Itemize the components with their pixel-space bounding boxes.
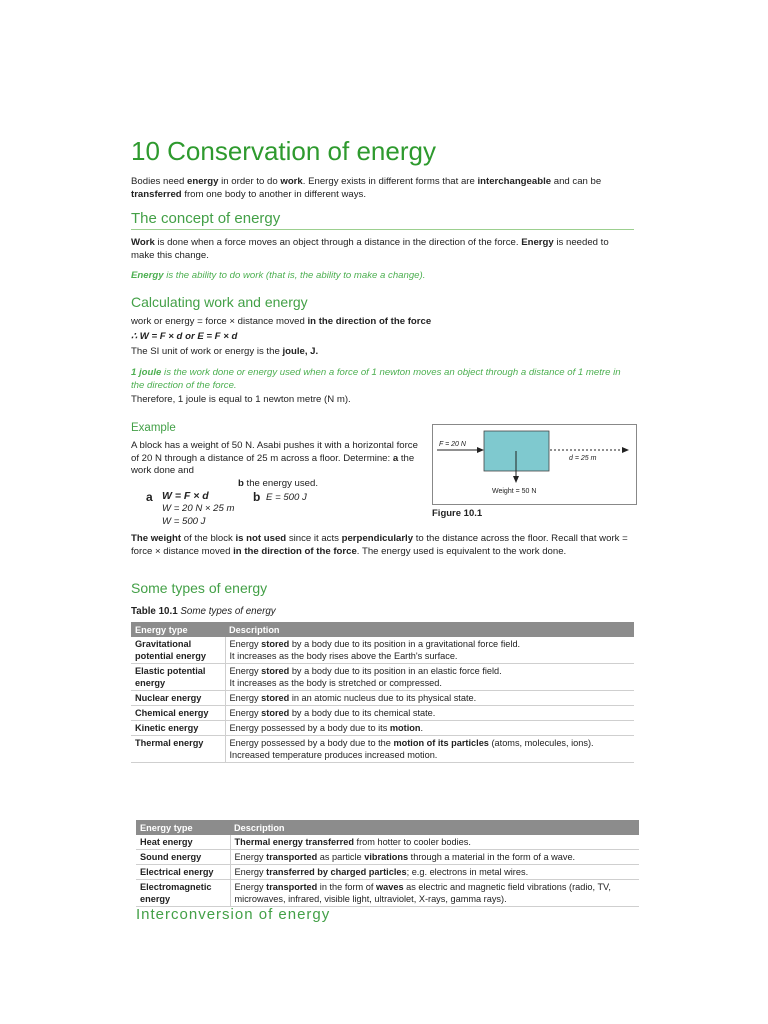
header-description: Description — [230, 820, 639, 835]
table-row — [136, 865, 639, 880]
header-energy-type: Energy type — [131, 622, 225, 637]
joule-definition: 1 joule is the work done or energy used when a force of 1 newton moves an object through a distance of 1 metre in the direction of the force. — [131, 367, 621, 391]
heading-types: Some types of energy — [131, 580, 268, 596]
figure-caption: Figure 10.1 — [432, 508, 483, 519]
table-row — [131, 706, 634, 721]
description-cell: Energy transported in the form of waves as electric and magnetic field vibrations (radio, TV, microwaves, infrared, visible light, ultraviolet, X-rays, gamma rays). — [230, 880, 639, 907]
distance-label: d = 25 m — [569, 455, 597, 462]
force-label: F = 20 N — [439, 441, 466, 448]
weight-note: The weight of the block is not used since it acts perpendicularly to the distance across the floor. Recall that work = force × distance moved in the direction of the force. The energy used is equivalent to the work done. — [131, 533, 628, 557]
energy-types-table — [131, 622, 634, 763]
header-energy-type: Energy type — [136, 820, 230, 835]
force-arrowhead — [477, 447, 484, 453]
energy-type-cell: Electrical energy — [136, 865, 230, 880]
distance-arrowhead — [622, 447, 629, 453]
answer-a-step1: W = F × d — [162, 490, 209, 502]
intro-paragraph: Bodies need energy in order to do work. Energy exists in different forms that are interchangeable and can be transferred from one body to another in different ways. — [131, 176, 602, 200]
table-row — [136, 880, 639, 907]
description-cell: Energy transported as particle vibrations through a material in the form of a wave. — [230, 850, 639, 865]
answer-a-label: a — [146, 490, 153, 504]
energy-type-cell: Electromagnetic energy — [136, 880, 230, 907]
work-equation: ∴ W = F × d or E = F × d — [131, 331, 238, 342]
energy-type-cell: Nuclear energy — [131, 691, 225, 706]
heading-example: Example — [131, 422, 176, 434]
work-formula-line: work or energy = force × distance moved in the direction of the force — [131, 316, 432, 327]
energy-type-cell: Gravitational potential energy — [131, 637, 225, 664]
energy-definition: Energy is the ability to do work (that is, the ability to make a change). — [131, 270, 426, 281]
chapter-title: 10 Conservation of energy — [131, 136, 436, 166]
weight-label: Weight = 50 N — [492, 488, 537, 495]
table-row — [136, 835, 639, 850]
heading-rule — [131, 229, 634, 230]
cutoff-heading: Interconversion of energy — [136, 906, 331, 923]
figure-diagram — [433, 425, 636, 504]
table-row — [131, 637, 634, 664]
description-cell: Thermal energy transferred from hotter to cooler bodies. — [230, 835, 639, 850]
table-header-row — [131, 622, 634, 637]
table-row — [131, 691, 634, 706]
heading-calculating: Calculating work and energy — [131, 294, 308, 310]
weight-arrowhead — [513, 476, 519, 483]
table-row — [136, 850, 639, 865]
energy-type-cell: Thermal energy — [131, 736, 225, 763]
description-cell: Energy stored by a body due to its position in a gravitational force field. It increases as the body rises above the Earth's surface. — [225, 637, 634, 664]
description-cell: Energy transferred by charged particles; e.g. electrons in metal wires. — [230, 865, 639, 880]
answer-b-step1: E = 500 J — [266, 492, 307, 503]
energy-type-cell: Elastic potential energy — [131, 664, 225, 691]
description-cell: Energy stored by a body due to its position in an elastic force field. It increases as the body is stretched or compressed. — [225, 664, 634, 691]
table-header-row — [136, 820, 639, 835]
answer-a-step3: W = 500 J — [162, 516, 206, 527]
answer-a-step2: W = 20 N × 25 m — [162, 503, 235, 514]
description-cell: Energy stored by a body due to its chemical state. — [225, 706, 634, 721]
energy-type-cell: Kinetic energy — [131, 721, 225, 736]
table-row — [131, 664, 634, 691]
energy-type-cell: Sound energy — [136, 850, 230, 865]
work-paragraph: Work is done when a force moves an object through a distance in the direction of the force. Energy is needed to make this change. — [131, 237, 609, 261]
energy-transfer-table — [136, 820, 639, 907]
table-caption: Table 10.1 Some types of energy — [131, 606, 276, 617]
figure-10-1 — [432, 424, 637, 505]
energy-type-cell: Heat energy — [136, 835, 230, 850]
table-row — [131, 721, 634, 736]
description-cell: Energy possessed by a body due to the motion of its particles (atoms, molecules, ions). Increased temperature produces increased motion. — [225, 736, 634, 763]
header-description: Description — [225, 622, 634, 637]
heading-concept: The concept of energy — [131, 210, 281, 227]
table-row — [131, 736, 634, 763]
energy-type-cell: Chemical energy — [131, 706, 225, 721]
joule-equivalence: Therefore, 1 joule is equal to 1 newton metre (N m). — [131, 394, 351, 405]
description-cell: Energy possessed by a body due to its motion. — [225, 721, 634, 736]
example-problem: A block has a weight of 50 N. Asabi pushes it with a horizontal force of 20 N through a distance of 25 m across a floor. Determine: a the work done and b the energy used. — [131, 440, 418, 489]
answer-b-label: b — [253, 490, 261, 504]
description-cell: Energy stored in an atomic nucleus due to its physical state. — [225, 691, 634, 706]
si-unit-line: The SI unit of work or energy is the joule, J. — [131, 346, 319, 357]
